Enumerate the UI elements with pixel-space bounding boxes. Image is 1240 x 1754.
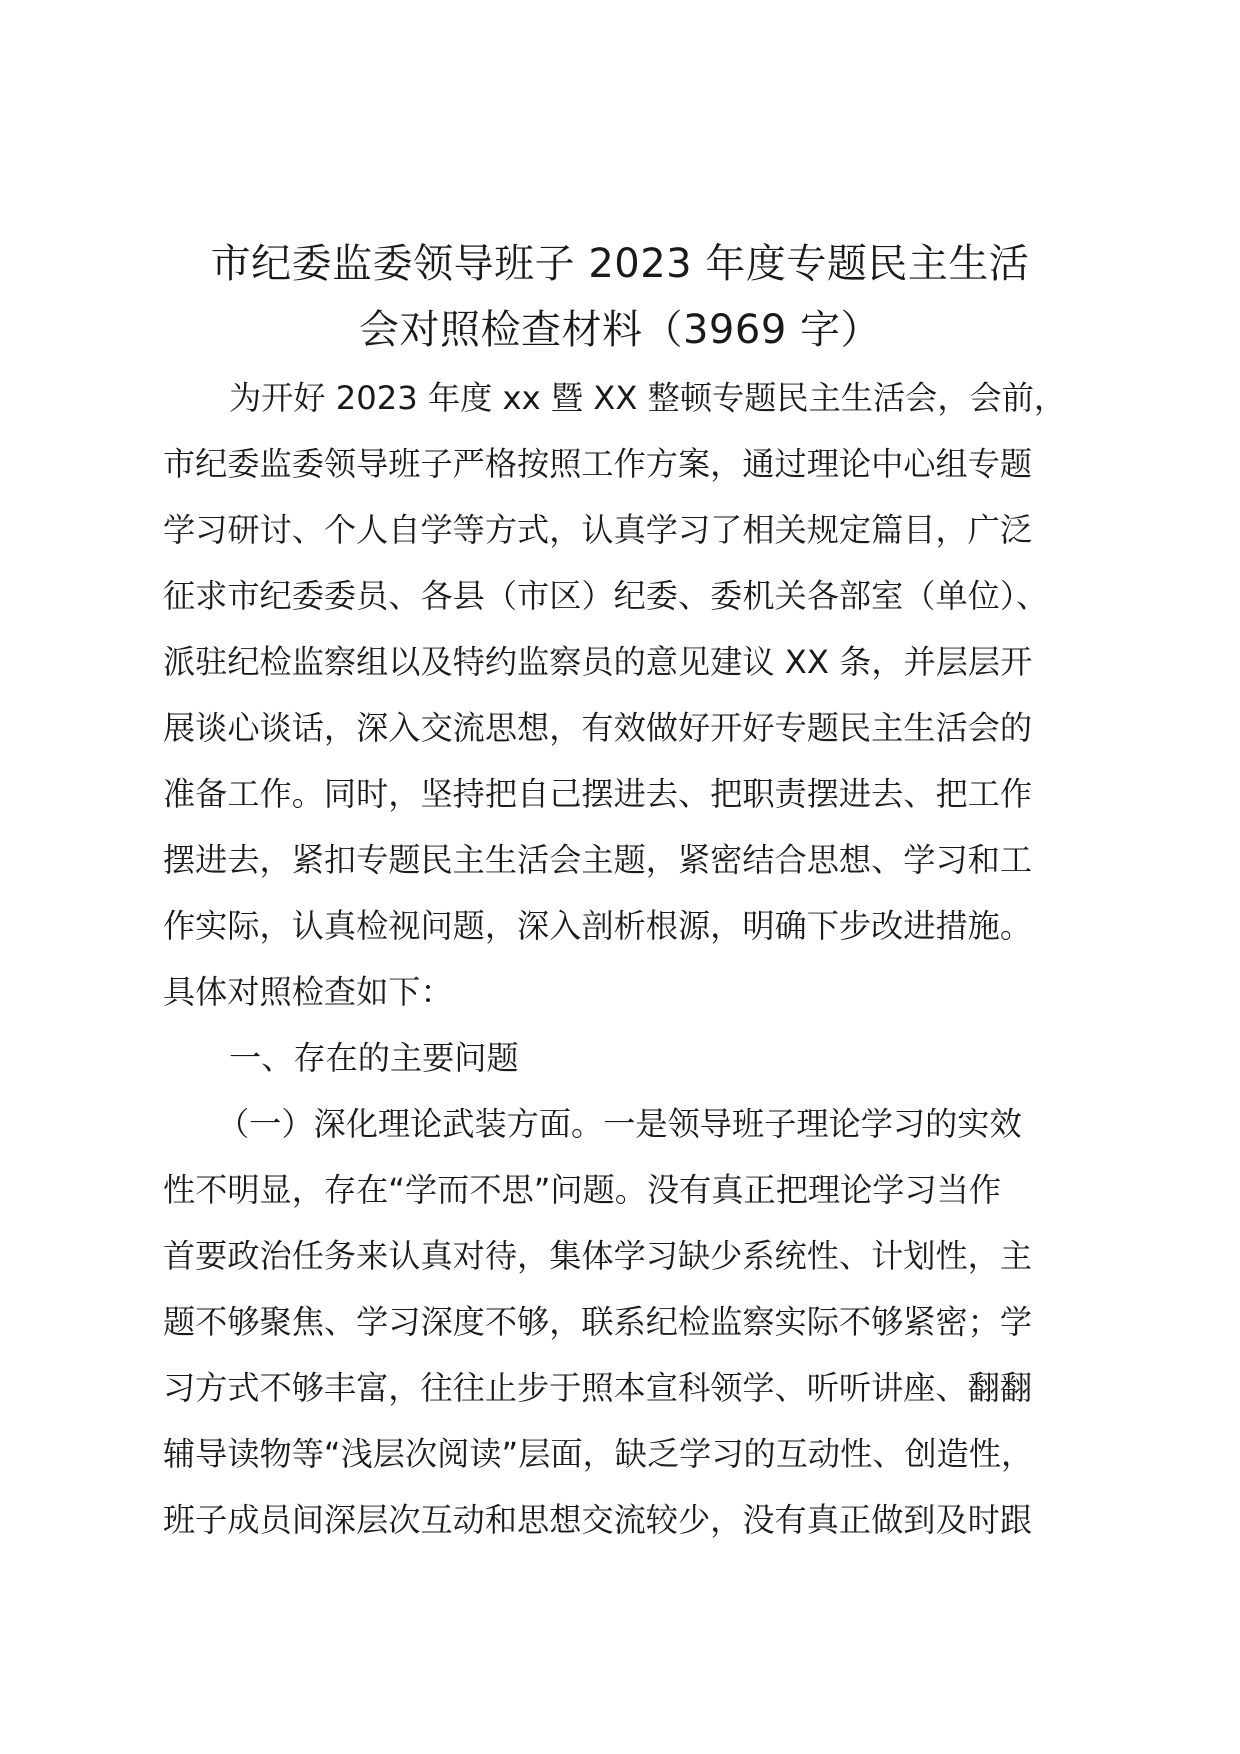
document-body — [163, 365, 1093, 1553]
paragraph-line: 班子成员间深层次互动和思想交流较少，没有真正做到及时跟 — [163, 1501, 1033, 1539]
title-line: 会对照检查材料（3969 字） — [358, 307, 881, 353]
paragraph-line: 具体对照检查如下： — [163, 973, 453, 1011]
paragraph-line: 为开好 2023 年度 xx 暨 XX 整顿专题民主生活会，会前， — [229, 379, 1067, 417]
paragraph-line: 展谈心谈话，深入交流思想，有效做好开好专题民主生活会的 — [163, 709, 1033, 747]
section-heading: 一、存在的主要问题 — [229, 1039, 519, 1077]
paragraph-line: 作实际，认真检视问题，深入剖析根源，明确下步改进措施。 — [163, 907, 1033, 945]
paragraph-line: 征求市纪委委员、各县（市区）纪委、委机关各部室（单位）、 — [163, 577, 1049, 615]
title-line: 市纪委监委领导班子 2023 年度专题民主生活 — [210, 241, 1030, 287]
paragraph-line: （一）深化理论武装方面。一是领导班子理论学习的实效 — [217, 1105, 1022, 1143]
paragraph-line: 市纪委监委领导班子严格按照工作方案，通过理论中心组专题 — [163, 445, 1033, 483]
paragraph-line: 派驻纪检监察组以及特约监察员的意见建议 XX 条，并层层开 — [163, 643, 1033, 681]
paragraph-line: 准备工作。同时，坚持把自己摆进去、把职责摆进去、把工作 — [163, 775, 1033, 813]
document-title — [140, 236, 1100, 368]
paragraph-line: 辅导读物等“浅层次阅读”层面，缺乏学习的互动性、创造性， — [163, 1435, 1034, 1473]
paragraph-line: 学习研讨、个人自学等方式，认真学习了相关规定篇目，广泛 — [163, 511, 1033, 549]
paragraph-line: 习方式不够丰富，往往止步于照本宣科领学、听听讲座、翻翻 — [163, 1369, 1033, 1407]
paragraph-line: 题不够聚焦、学习深度不够，联系纪检监察实际不够紧密；学 — [163, 1303, 1033, 1341]
paragraph-line: 首要政治任务来认真对待，集体学习缺少系统性、计划性，主 — [163, 1237, 1033, 1275]
paragraph-line: 性不明显，存在“学而不思”问题。没有真正把理论学习当作 — [163, 1171, 1002, 1209]
paragraph-line: 摆进去，紧扣专题民主生活会主题，紧密结合思想、学习和工 — [163, 841, 1033, 879]
